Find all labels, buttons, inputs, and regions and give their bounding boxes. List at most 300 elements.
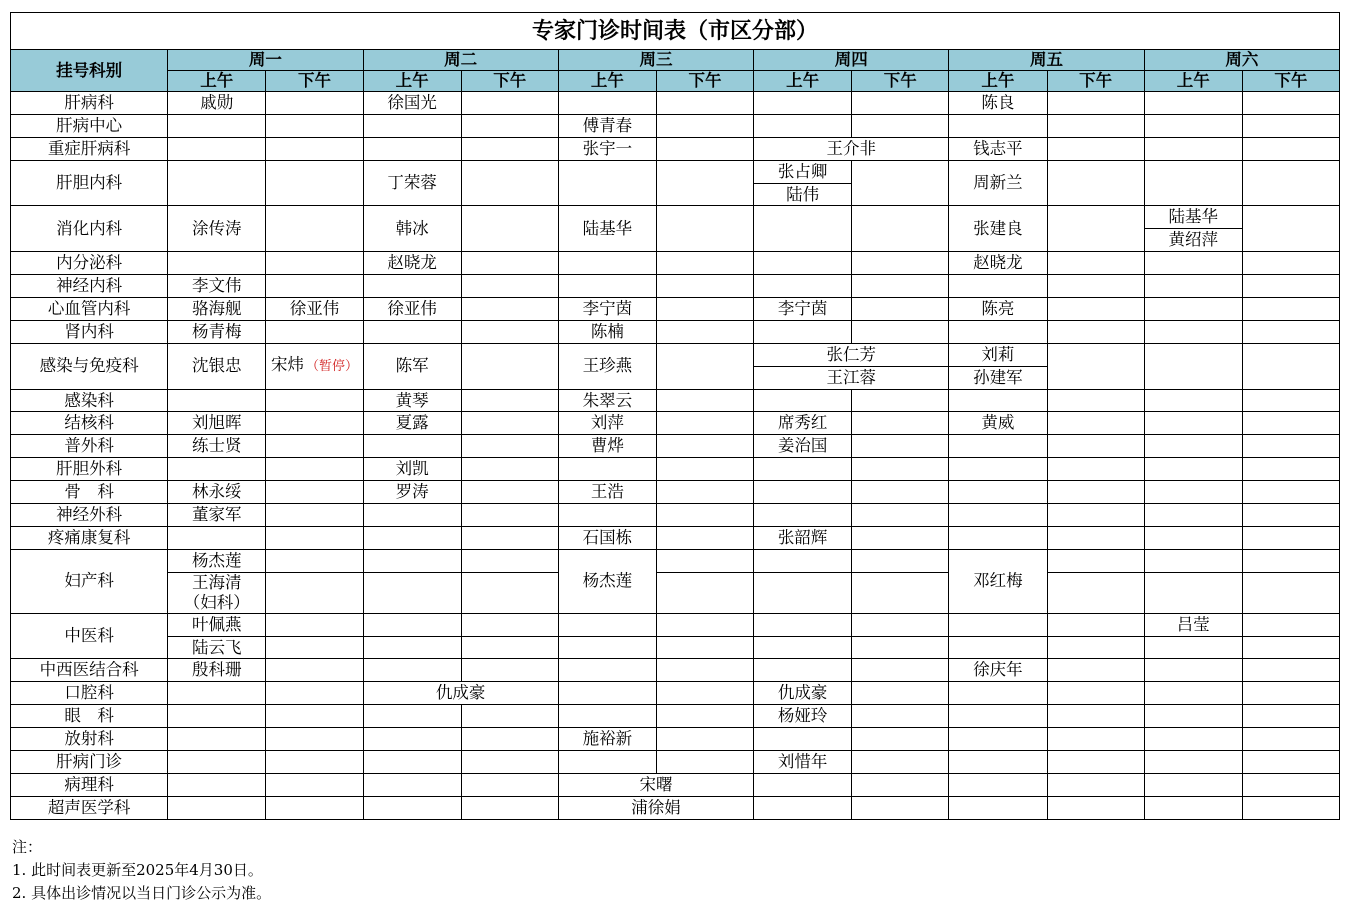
doctor-cell: 曹烨 xyxy=(558,435,656,458)
doctor-cell: 石国栋 xyxy=(558,526,656,549)
note-line-2: 2. 具体出诊情况以当日门诊公示为准。 xyxy=(12,884,272,902)
doctor-cell: 陆云飞 xyxy=(168,636,266,659)
empty-cell xyxy=(1242,504,1339,527)
empty-cell xyxy=(363,636,461,659)
empty-cell xyxy=(656,682,753,705)
empty-cell xyxy=(656,137,753,160)
empty-cell xyxy=(461,572,558,613)
specialty-note: （妇科） xyxy=(183,592,250,612)
empty-cell xyxy=(558,705,656,728)
empty-cell xyxy=(168,796,266,819)
dept-name: 眼 科 xyxy=(11,705,168,728)
empty-cell xyxy=(1144,659,1242,682)
empty-cell xyxy=(1242,320,1339,343)
empty-cell xyxy=(558,275,656,298)
empty-cell xyxy=(1242,682,1339,705)
empty-cell xyxy=(1242,206,1339,252)
empty-cell xyxy=(266,458,363,481)
empty-cell xyxy=(852,206,949,252)
note-line-1: 1. 此时间表更新至2025年4月30日。 xyxy=(12,861,263,879)
empty-cell xyxy=(852,572,949,613)
empty-cell xyxy=(558,252,656,275)
empty-cell xyxy=(656,659,753,682)
empty-cell xyxy=(1144,682,1242,705)
empty-cell xyxy=(949,796,1047,819)
empty-cell xyxy=(656,298,753,321)
empty-cell xyxy=(168,252,266,275)
empty-cell xyxy=(1047,613,1144,636)
empty-cell xyxy=(1242,481,1339,504)
doctor-cell: 吕莹 xyxy=(1144,613,1242,636)
empty-cell xyxy=(266,705,363,728)
empty-cell xyxy=(656,343,753,389)
doctor-cell: 仇成豪 xyxy=(754,682,852,705)
table-row xyxy=(11,252,1340,275)
doctor-cell: 涂传涛 xyxy=(168,206,266,252)
dept-name: 结核科 xyxy=(11,412,168,435)
empty-cell xyxy=(656,549,753,572)
empty-cell xyxy=(949,728,1047,751)
doctor-cell: 黄威 xyxy=(949,412,1047,435)
empty-cell xyxy=(1144,636,1242,659)
empty-cell xyxy=(1047,659,1144,682)
doctor-cell: 陈楠 xyxy=(558,320,656,343)
empty-cell xyxy=(168,160,266,206)
doctor-cell: 丁荣蓉 xyxy=(363,160,461,206)
empty-cell xyxy=(852,705,949,728)
table-row xyxy=(11,320,1340,343)
empty-cell xyxy=(656,92,753,115)
doctor-cell: 张仁芳 xyxy=(754,343,949,366)
doctor-cell: 浦徐娟 xyxy=(558,796,753,819)
empty-cell xyxy=(754,728,852,751)
doctor-cell: 赵晓龙 xyxy=(949,252,1047,275)
empty-cell xyxy=(754,114,852,137)
dept-name: 肝病科 xyxy=(11,92,168,115)
empty-cell xyxy=(754,572,852,613)
empty-cell xyxy=(1047,160,1144,206)
empty-cell xyxy=(1047,320,1144,343)
empty-cell xyxy=(266,481,363,504)
dept-name: 中医科 xyxy=(11,613,168,659)
empty-cell xyxy=(1242,389,1339,412)
table-row xyxy=(11,728,1340,751)
doctor-cell: 陆基华 xyxy=(558,206,656,252)
empty-cell xyxy=(1144,526,1242,549)
doctor-cell: 夏露 xyxy=(363,412,461,435)
table-row xyxy=(11,526,1340,549)
empty-cell xyxy=(1144,412,1242,435)
empty-cell xyxy=(266,613,363,636)
doctor-name: 王海清 xyxy=(192,572,242,592)
empty-cell xyxy=(461,796,558,819)
empty-cell xyxy=(1144,796,1242,819)
empty-cell xyxy=(949,636,1047,659)
doctor-cell: 李文伟 xyxy=(168,275,266,298)
empty-cell xyxy=(1144,137,1242,160)
empty-cell xyxy=(852,389,949,412)
doctor-cell: 施裕新 xyxy=(558,728,656,751)
empty-cell xyxy=(1144,572,1242,613)
table-row xyxy=(11,636,1340,659)
empty-cell xyxy=(363,504,461,527)
doctor-cell: 林永绥 xyxy=(168,481,266,504)
empty-cell xyxy=(266,435,363,458)
table-row xyxy=(11,481,1340,504)
empty-cell xyxy=(266,389,363,412)
doctor-cell: 陆伟 xyxy=(754,183,852,206)
empty-cell xyxy=(266,751,363,774)
dept-name: 感染与免疫科 xyxy=(11,343,168,389)
empty-cell xyxy=(266,504,363,527)
empty-cell xyxy=(363,751,461,774)
empty-cell xyxy=(363,796,461,819)
empty-cell xyxy=(1144,728,1242,751)
empty-cell xyxy=(852,504,949,527)
empty-cell xyxy=(754,659,852,682)
empty-cell xyxy=(461,160,558,206)
empty-cell xyxy=(852,613,949,636)
pm-header: 下午 xyxy=(1242,71,1339,92)
dept-header: 挂号科别 xyxy=(11,50,168,92)
empty-cell xyxy=(168,526,266,549)
empty-cell xyxy=(558,92,656,115)
empty-cell xyxy=(1144,705,1242,728)
empty-cell xyxy=(656,412,753,435)
doctor-cell: 孙建军 xyxy=(949,366,1047,389)
empty-cell xyxy=(852,275,949,298)
empty-cell xyxy=(949,275,1047,298)
empty-cell xyxy=(1242,137,1339,160)
empty-cell xyxy=(266,275,363,298)
doctor-cell: 徐国光 xyxy=(363,92,461,115)
empty-cell xyxy=(1047,435,1144,458)
empty-cell xyxy=(754,206,852,252)
dept-name: 普外科 xyxy=(11,435,168,458)
empty-cell xyxy=(852,458,949,481)
empty-cell xyxy=(558,636,656,659)
empty-cell xyxy=(949,773,1047,796)
am-header: 上午 xyxy=(558,71,656,92)
am-header: 上午 xyxy=(754,71,852,92)
empty-cell xyxy=(852,252,949,275)
empty-cell xyxy=(1242,613,1339,636)
empty-cell xyxy=(461,252,558,275)
empty-cell xyxy=(266,796,363,819)
doctor-cell: 王介非 xyxy=(754,137,949,160)
doctor-cell: 邓红梅 xyxy=(949,549,1047,613)
empty-cell xyxy=(461,728,558,751)
empty-cell xyxy=(852,481,949,504)
doctor-cell: 张建良 xyxy=(949,206,1047,252)
schedule-table xyxy=(10,12,1340,820)
empty-cell xyxy=(266,114,363,137)
doctor-cell: 王浩 xyxy=(558,481,656,504)
empty-cell xyxy=(1144,92,1242,115)
empty-cell xyxy=(558,504,656,527)
empty-cell xyxy=(1047,572,1144,613)
table-row xyxy=(11,206,1340,229)
empty-cell xyxy=(1144,504,1242,527)
empty-cell xyxy=(558,682,656,705)
empty-cell xyxy=(1047,343,1144,389)
empty-cell xyxy=(363,435,461,458)
empty-cell xyxy=(1047,504,1144,527)
empty-cell xyxy=(1242,751,1339,774)
dept-name: 病理科 xyxy=(11,773,168,796)
dept-name: 神经外科 xyxy=(11,504,168,527)
empty-cell xyxy=(168,773,266,796)
empty-cell xyxy=(1144,298,1242,321)
table-row xyxy=(11,275,1340,298)
doctor-cell: 杨青梅 xyxy=(168,320,266,343)
empty-cell xyxy=(168,751,266,774)
dept-name: 肝胆外科 xyxy=(11,458,168,481)
empty-cell xyxy=(1047,728,1144,751)
empty-cell xyxy=(949,320,1047,343)
doctor-cell: 王江蓉 xyxy=(754,366,949,389)
doctor-cell: 刘萍 xyxy=(558,412,656,435)
empty-cell xyxy=(1047,796,1144,819)
empty-cell xyxy=(1144,751,1242,774)
empty-cell xyxy=(1242,114,1339,137)
table-row xyxy=(11,751,1340,774)
empty-cell xyxy=(266,320,363,343)
doctor-cell: 殷科珊 xyxy=(168,659,266,682)
empty-cell xyxy=(852,92,949,115)
empty-cell xyxy=(461,751,558,774)
empty-cell xyxy=(461,773,558,796)
empty-cell xyxy=(461,481,558,504)
table-row xyxy=(11,659,1340,682)
dept-name: 内分泌科 xyxy=(11,252,168,275)
empty-cell xyxy=(363,526,461,549)
empty-cell xyxy=(266,549,363,572)
doctor-cell: 傅青春 xyxy=(558,114,656,137)
doctor-cell: 仇成豪 xyxy=(363,682,558,705)
empty-cell xyxy=(461,412,558,435)
empty-cell xyxy=(461,613,558,636)
empty-cell xyxy=(558,751,656,774)
empty-cell xyxy=(949,526,1047,549)
dept-name: 肝病中心 xyxy=(11,114,168,137)
table-row xyxy=(11,549,1340,572)
empty-cell xyxy=(949,504,1047,527)
dept-name: 骨 科 xyxy=(11,481,168,504)
empty-cell xyxy=(1242,458,1339,481)
dept-name: 消化内科 xyxy=(11,206,168,252)
doctor-cell: 陆基华 xyxy=(1144,206,1242,229)
empty-cell xyxy=(461,549,558,572)
am-header: 上午 xyxy=(363,71,461,92)
empty-cell xyxy=(1144,549,1242,572)
doctor-cell: 罗涛 xyxy=(363,481,461,504)
empty-cell xyxy=(656,160,753,206)
pm-header: 下午 xyxy=(266,71,363,92)
empty-cell xyxy=(852,160,949,206)
empty-cell xyxy=(461,636,558,659)
doctor-cell: 黄绍萍 xyxy=(1144,229,1242,252)
table-row xyxy=(11,114,1340,137)
empty-cell xyxy=(852,636,949,659)
empty-cell xyxy=(461,526,558,549)
empty-cell xyxy=(461,92,558,115)
empty-cell xyxy=(168,114,266,137)
empty-cell xyxy=(1047,481,1144,504)
doctor-cell: 杨杰莲 xyxy=(168,549,266,572)
day-header-wed: 周三 xyxy=(558,50,753,71)
doctor-cell: 黄琴 xyxy=(363,389,461,412)
empty-cell xyxy=(656,320,753,343)
doctor-cell: 杨娅玲 xyxy=(754,705,852,728)
doctor-cell xyxy=(168,572,266,613)
empty-cell xyxy=(754,481,852,504)
doctor-cell: 朱翠云 xyxy=(558,389,656,412)
notes-label: 注： xyxy=(12,838,43,856)
empty-cell xyxy=(1242,773,1339,796)
empty-cell xyxy=(1242,526,1339,549)
doctor-cell: 陈良 xyxy=(949,92,1047,115)
empty-cell xyxy=(656,435,753,458)
empty-cell xyxy=(754,613,852,636)
empty-cell xyxy=(266,682,363,705)
dept-name: 放射科 xyxy=(11,728,168,751)
doctor-cell: 张韶辉 xyxy=(754,526,852,549)
am-header: 上午 xyxy=(1144,71,1242,92)
empty-cell xyxy=(852,114,949,137)
empty-cell xyxy=(1144,435,1242,458)
empty-cell xyxy=(1047,137,1144,160)
empty-cell xyxy=(168,389,266,412)
table-row xyxy=(11,343,1340,366)
empty-cell xyxy=(363,275,461,298)
dept-name: 口腔科 xyxy=(11,682,168,705)
empty-cell xyxy=(461,435,558,458)
empty-cell xyxy=(1144,160,1242,206)
pm-header: 下午 xyxy=(461,71,558,92)
doctor-cell: 杨杰莲 xyxy=(558,549,656,613)
empty-cell xyxy=(1047,751,1144,774)
empty-cell xyxy=(1242,412,1339,435)
empty-cell xyxy=(1144,343,1242,389)
empty-cell xyxy=(1047,114,1144,137)
empty-cell xyxy=(461,114,558,137)
empty-cell xyxy=(852,435,949,458)
empty-cell xyxy=(266,252,363,275)
empty-cell xyxy=(656,481,753,504)
table-row xyxy=(11,137,1340,160)
empty-cell xyxy=(1242,92,1339,115)
empty-cell xyxy=(1144,481,1242,504)
empty-cell xyxy=(852,728,949,751)
empty-cell xyxy=(461,298,558,321)
empty-cell xyxy=(558,613,656,636)
doctor-cell: 李宁茵 xyxy=(558,298,656,321)
empty-cell xyxy=(461,137,558,160)
day-header-mon: 周一 xyxy=(168,50,363,71)
empty-cell xyxy=(1242,796,1339,819)
empty-cell xyxy=(852,320,949,343)
empty-cell xyxy=(461,343,558,389)
empty-cell xyxy=(656,526,753,549)
dept-name: 心血管内科 xyxy=(11,298,168,321)
empty-cell xyxy=(1047,705,1144,728)
empty-cell xyxy=(266,728,363,751)
table-row xyxy=(11,298,1340,321)
doctor-cell: 韩冰 xyxy=(363,206,461,252)
empty-cell xyxy=(461,206,558,252)
empty-cell xyxy=(461,504,558,527)
empty-cell xyxy=(754,636,852,659)
empty-cell xyxy=(1047,458,1144,481)
empty-cell xyxy=(754,458,852,481)
doctor-cell: 徐亚伟 xyxy=(363,298,461,321)
doctor-cell: 席秀红 xyxy=(754,412,852,435)
empty-cell xyxy=(1242,636,1339,659)
empty-cell xyxy=(1047,92,1144,115)
empty-cell xyxy=(1144,389,1242,412)
doctor-cell: 刘惜年 xyxy=(754,751,852,774)
empty-cell xyxy=(1242,659,1339,682)
empty-cell xyxy=(1144,114,1242,137)
dept-name: 肝病门诊 xyxy=(11,751,168,774)
empty-cell xyxy=(656,389,753,412)
doctor-cell: 陈亮 xyxy=(949,298,1047,321)
empty-cell xyxy=(656,636,753,659)
doctor-cell: 骆海舰 xyxy=(168,298,266,321)
empty-cell xyxy=(266,412,363,435)
empty-cell xyxy=(656,504,753,527)
suspended-note: （暂停） xyxy=(305,359,358,375)
table-row xyxy=(11,613,1340,636)
doctor-cell: 徐亚伟 xyxy=(266,298,363,321)
doctor-cell: 叶佩燕 xyxy=(168,613,266,636)
empty-cell xyxy=(168,458,266,481)
empty-cell xyxy=(656,458,753,481)
empty-cell xyxy=(1242,252,1339,275)
empty-cell xyxy=(656,728,753,751)
doctor-cell: 张宇一 xyxy=(558,137,656,160)
dept-name: 感染科 xyxy=(11,389,168,412)
doctor-cell: 陈军 xyxy=(363,343,461,389)
empty-cell xyxy=(461,320,558,343)
empty-cell xyxy=(754,275,852,298)
empty-cell xyxy=(656,705,753,728)
empty-cell xyxy=(558,659,656,682)
empty-cell xyxy=(363,320,461,343)
table-row xyxy=(11,389,1340,412)
doctor-cell: 刘莉 xyxy=(949,343,1047,366)
empty-cell xyxy=(852,796,949,819)
empty-cell xyxy=(363,549,461,572)
empty-cell xyxy=(1242,572,1339,613)
empty-cell xyxy=(1144,773,1242,796)
dept-name: 疼痛康复科 xyxy=(11,526,168,549)
empty-cell xyxy=(852,659,949,682)
empty-cell xyxy=(266,636,363,659)
table-row xyxy=(11,160,1340,183)
dept-name: 中西医结合科 xyxy=(11,659,168,682)
empty-cell xyxy=(754,389,852,412)
empty-cell xyxy=(266,572,363,613)
pm-header: 下午 xyxy=(1047,71,1144,92)
empty-cell xyxy=(852,412,949,435)
empty-cell xyxy=(1047,549,1144,572)
empty-cell xyxy=(363,728,461,751)
empty-cell xyxy=(266,659,363,682)
empty-cell xyxy=(168,137,266,160)
empty-cell xyxy=(1047,636,1144,659)
